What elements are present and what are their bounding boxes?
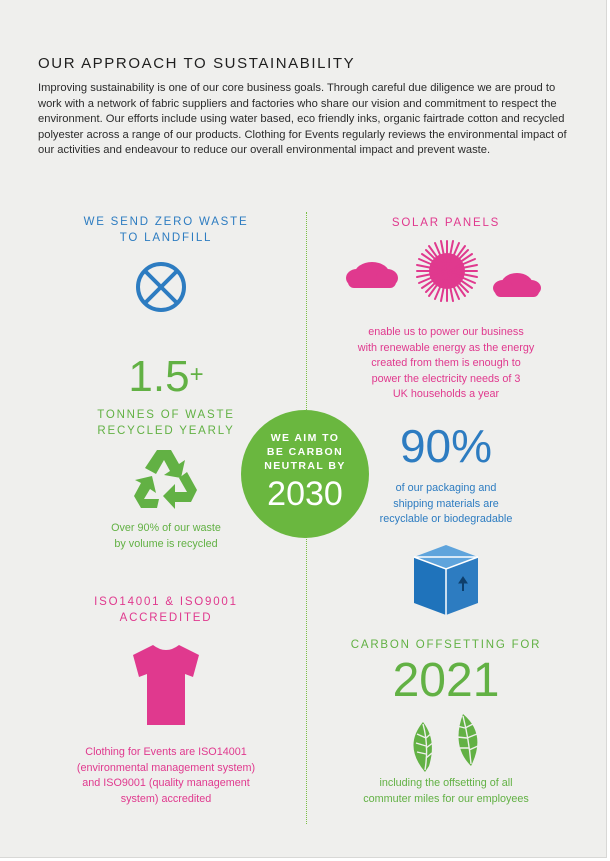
- no-landfill-icon: [134, 260, 188, 314]
- leaves-icon: [407, 710, 487, 774]
- iso-heading: ISO14001 & ISO9001 ACCREDITED: [94, 596, 238, 624]
- tshirt-icon: [131, 643, 201, 727]
- offsetting-heading: CARBON OFFSETTING FOR: [350, 639, 542, 651]
- recycle-icon: [131, 446, 201, 512]
- waste-tonnes-value: 1.5+: [128, 352, 204, 401]
- iso-description: Clothing for Events are ISO14001 (environmental management system) and ISO9001 (quality management system) accredited: [76, 746, 256, 805]
- waste-recycled-description: Over 90% of our waste by volume is recycled: [111, 522, 221, 550]
- offsetting-description: including the offsetting of all commuter miles for our employees: [363, 777, 529, 805]
- solar-heading: SOLAR PANELS: [391, 217, 501, 229]
- packaging-description: of our packaging and shipping materials are recyclable or biodegradable: [379, 482, 513, 525]
- carbon-neutral-year: 2030: [267, 475, 343, 513]
- solar-description: enable us to power our business with renewable energy as the energy created from them is enough to power the electricity needs of 3 UK households a year: [357, 326, 535, 400]
- page-title: OUR APPROACH TO SUSTAINABILITY: [38, 55, 356, 72]
- waste-tonnes-suffix: +: [189, 361, 204, 388]
- packaging-percent-value: 90%: [399, 420, 493, 472]
- recyclable-box-icon: [410, 541, 482, 617]
- intro-paragraph: Improving sustainability is one of our core business goals. Through careful due diligence we are proud to work with a network of fabric suppliers and factories who share our vision and commitment to respect the environment. Our efforts include using water based, eco friendly inks, organic fairtrade cotton and recycled polyester across a range of our products. Clothing for Events regularly reviews the environmental impact of our activities and endeavour to reduce our overall environmental impact and prevent waste.: [38, 82, 567, 157]
- carbon-neutral-badge: WE AIM TO BE CARBON NEUTRAL BY 2030: [241, 410, 369, 538]
- sun-and-clouds-icon: [345, 240, 545, 320]
- offsetting-year: 2021: [392, 654, 500, 707]
- waste-tonnes-label: TONNES OF WASTE RECYCLED YEARLY: [97, 409, 235, 437]
- zero-waste-heading: WE SEND ZERO WASTE TO LANDFILL: [83, 216, 249, 244]
